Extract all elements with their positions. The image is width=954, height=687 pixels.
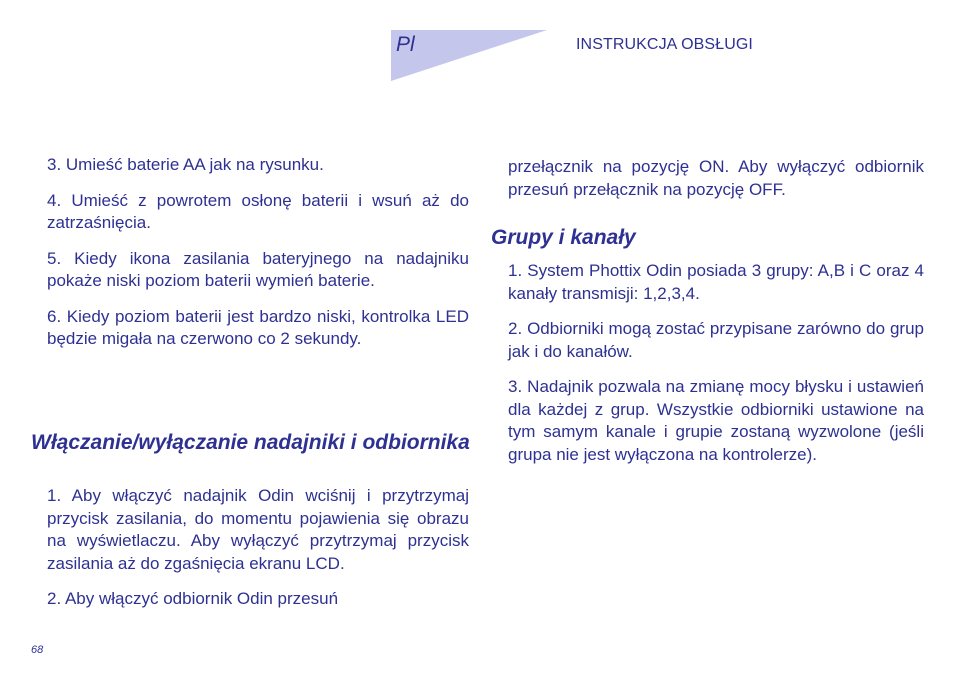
right-column-group-steps bbox=[508, 260, 924, 479]
step-paragraph: 2. Aby włączyć odbiornik Odin przesuń bbox=[47, 589, 339, 608]
continuation-paragraph: przełącznik na pozycję ON. Aby wyłączyć odbiornik przesuń przełącznik na pozycję OFF. bbox=[508, 157, 924, 199]
left-column-steps bbox=[47, 154, 469, 364]
step-paragraph: 3. Nadajnik pozwala na zmianę mocy błysku i ustawień dla każdej z grup. Wszystkie odbiorniki ustawione na tym samym kanale i grupie zostaną wyzwolone (jeśli grupa nie jest wyłączona na kontrolerze). bbox=[508, 377, 924, 464]
right-column-continuation bbox=[508, 156, 924, 214]
header-title: INSTRUKCJA OBSŁUGI bbox=[576, 36, 753, 53]
step-paragraph: 3. Umieść baterie AA jak na rysunku. bbox=[47, 155, 324, 174]
step-paragraph: 5. Kiedy ikona zasilania bateryjnego na nadajniku pokaże niski poziom baterii wymień baterie. bbox=[47, 248, 469, 290]
left-column-power-steps bbox=[47, 485, 469, 624]
page-number: 68 bbox=[31, 644, 44, 656]
step-paragraph: 1. Aby włączyć nadajnik Odin wciśnij i przytrzymaj przycisk zasilania, do momentu pojawienia się obrazu na wyświetlaczu. Aby wyłączyć przytrzymaj przycisk zasilania aż do zgaśnięcia ekranu LCD. bbox=[47, 486, 469, 573]
section-heading-power: Włączanie/wyłączanie nadajniki i odbiornika bbox=[31, 431, 470, 454]
step-paragraph: 2. Odbiorniki mogą zostać przypisane zarówno do grup jak i do kanałów. bbox=[508, 319, 924, 361]
step-paragraph: 1. System Phottix Odin posiada 3 grupy: A,B i C oraz 4 kanały transmisji: 1,2,3,4. bbox=[508, 261, 924, 303]
step-paragraph: 4. Umieść z powrotem osłonę baterii i wsuń aż do zatrzaśnięcia. bbox=[47, 190, 469, 232]
section-heading-groups: Grupy i kanały bbox=[491, 226, 636, 249]
step-paragraph: 6. Kiedy poziom baterii jest bardzo niski, kontrolka LED będzie migała na czerwono co 2 sekundy. bbox=[47, 306, 469, 348]
language-label: Pl bbox=[396, 33, 415, 56]
